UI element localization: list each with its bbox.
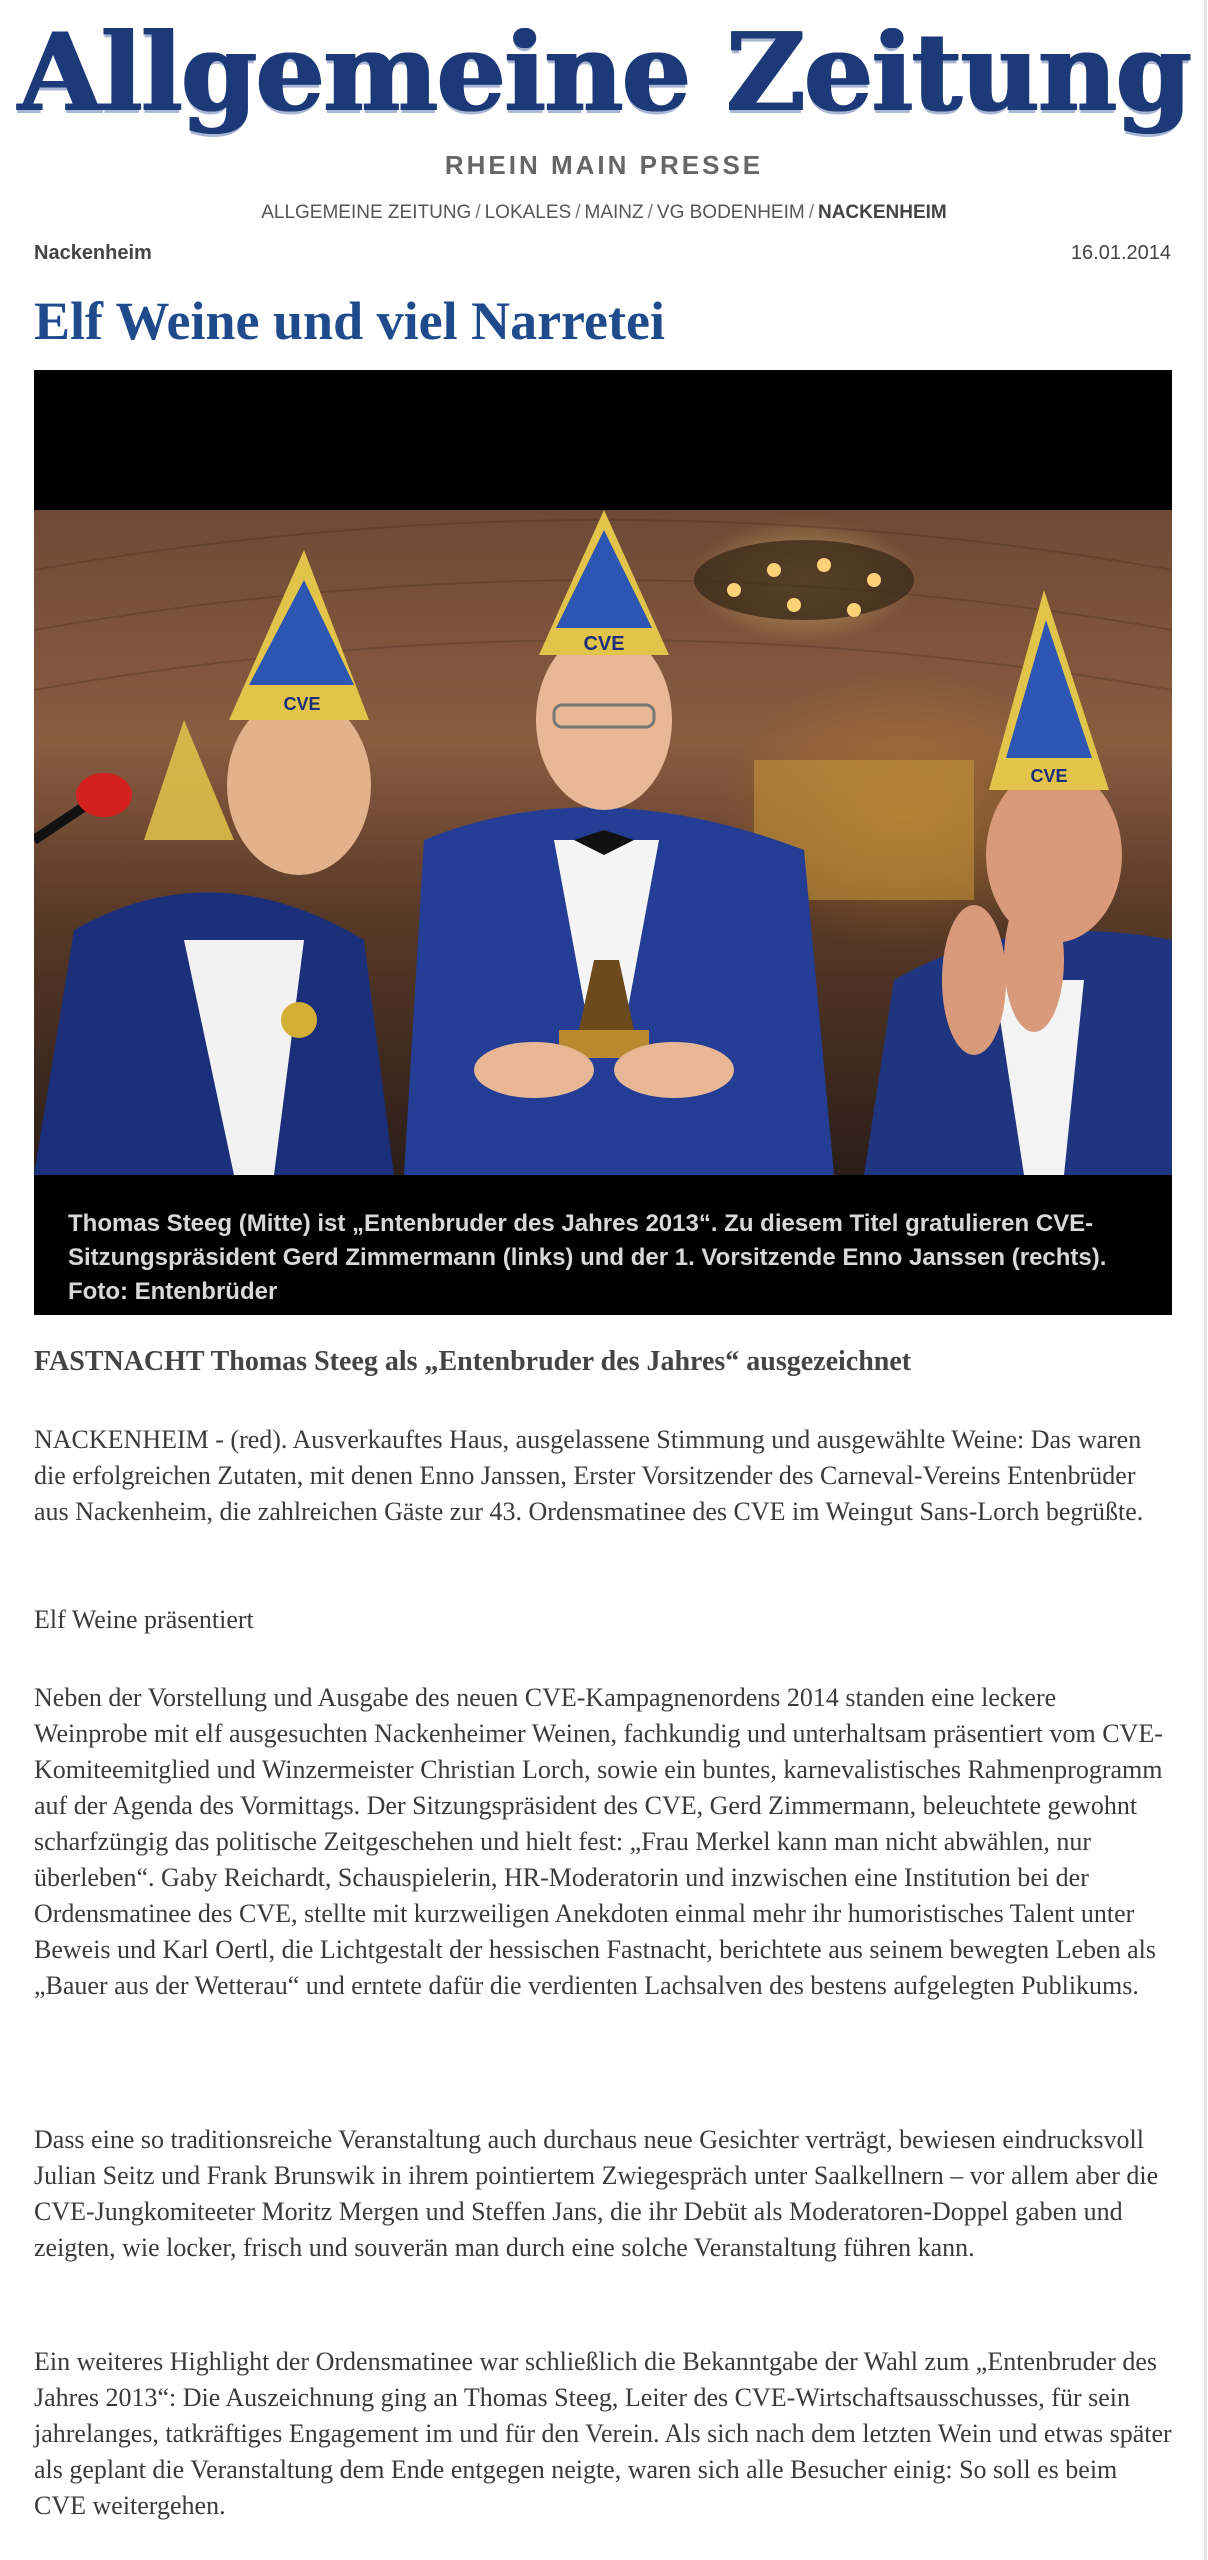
- article-photo[interactable]: [34, 510, 1172, 1175]
- article-paragraph: Dass eine so traditionsreiche Veranstaltung auch durchaus neue Gesichter verträgt, bewiesen eindrucksvoll Julian Seitz und Frank Brunswik in ihrem pointiertem Zwiegespräch unter Saalkellnern – vor allem aber die CVE-Jungkomiteeter Moritz Mergen und Steffen Jans, die ihr Debüt als Moderatoren-Doppel gaben und zeigten, wie locker, frisch und souverän man durch eine solche Veranstaltung führen kann.: [34, 2125, 1159, 2262]
- breadcrumb: [0, 202, 1208, 224]
- article-paragraph: Neben der Vorstellung und Ausgabe des neuen CVE-Kampagnenordens 2014 standen eine leckere Weinprobe mit elf ausgesuchten Nackenheimer Weinen, fachkundig und unterhaltsam präsentiert vom CVE-Komiteemitglied und Winzermeister Christian Lorch, sowie ein buntes, karnevalistisches Rahmenprogramm auf der Agenda des Vormittags. Der Sitzungspräsident des CVE, Gerd Zimmermann, beleuchtete gewohnt scharfzüngig das politische Zeitgeschehen und hielt fest: „Frau Merkel kann man nicht abwählen, nur überleben“. Gaby Reichardt, Schauspielerin, HR-Moderatorin und inzwischen eine Institution bei der Ordensmatinee des CVE, stellte mit kurzweiligen Anekdoten einmal mehr ihr humoristisches Talent unter Beweis und Karl Oertl, die Lichtgestalt der hessischen Fastnacht, berichtete aus seinem bewegten Leben als „Bauer aus der Wetterau“ und erntete dafür die verdienten Lachsalven des bestens aufgelegten Publikums.: [34, 1683, 1163, 2000]
- article-teaser: FASTNACHT Thomas Steeg als „Entenbruder des Jahres“ ausgezeichnet: [34, 1346, 912, 1377]
- article-paragraph-intro: NACKENHEIM - (red). Ausverkauftes Haus, ausgelassene Stimmung und ausgewählte Weine: Das waren die erfolgreichen Zutaten, mit denen Enno Janssen, Erster Vorsitzender des Carneval-Vereins Entenbrüder aus Nackenheim, die zahlreichen Gäste zur 43. Ordensmatinee des CVE im Weingut Sans-Lorch begrüßte.: [34, 1425, 1144, 1526]
- article-location: Nackenheim: [34, 242, 152, 264]
- breadcrumb-item-allgemeine-zeitung[interactable]: ALLGEMEINE ZEITUNG: [261, 202, 472, 223]
- newspaper-subtitle: RHEIN MAIN PRESSE: [444, 150, 764, 180]
- breadcrumb-item-vg-bodenheim[interactable]: VG BODENHEIM: [656, 202, 805, 223]
- breadcrumb-current: NACKENHEIM: [817, 202, 947, 223]
- newspaper-logo[interactable]: Allgemeine Zeitung: [18, 10, 1190, 136]
- article-paragraph: Ein weiteres Highlight der Ordensmatinee war schließlich die Bekanntgabe der Wahl zum „Entenbruder des Jahres 2013“: Die Auszeichnung ging an Thomas Steeg, Leiter des CVE-Wirtschaftsausschusses, für sein jahrelanges, tatkräftiges Engagement im und für den Verein. Als sich nach dem letzten Wein und etwas später als geplant die Veranstaltung dem Ende entgegen neigte, waren sich alle Besucher einig: So soll es beim CVE weitergehen.: [34, 2347, 1172, 2520]
- breadcrumb-separator: /: [647, 202, 653, 223]
- page-edge-rule: [1204, 0, 1207, 2560]
- hat-label: CVE: [583, 633, 625, 655]
- photo-illustration: [34, 510, 1172, 1175]
- breadcrumb-separator: /: [808, 202, 814, 223]
- image-caption: Thomas Steeg (Mitte) ist „Entenbruder des Jahres 2013“. Zu diesem Titel gratulieren CVE-Sitzungspräsident Gerd Zimmermann (links) und der 1. Vorsitzende Enno Janssen (rechts). Foto: Entenbrüder: [68, 1210, 1107, 1305]
- hat-label: CVE: [1030, 766, 1068, 786]
- breadcrumb-separator: /: [575, 202, 581, 223]
- breadcrumb-item-lokales[interactable]: LOKALES: [484, 202, 572, 223]
- article-figure: [34, 370, 1172, 1315]
- article-subheading: Elf Weine präsentiert: [34, 1605, 254, 1634]
- article-headline: Elf Weine und viel Narretei: [34, 291, 665, 351]
- masthead: [0, 10, 1208, 181]
- article-date: 16.01.2014: [1070, 242, 1171, 264]
- breadcrumb-item-mainz[interactable]: MAINZ: [584, 202, 644, 223]
- breadcrumb-separator: /: [475, 202, 481, 223]
- hat-label: CVE: [283, 694, 321, 714]
